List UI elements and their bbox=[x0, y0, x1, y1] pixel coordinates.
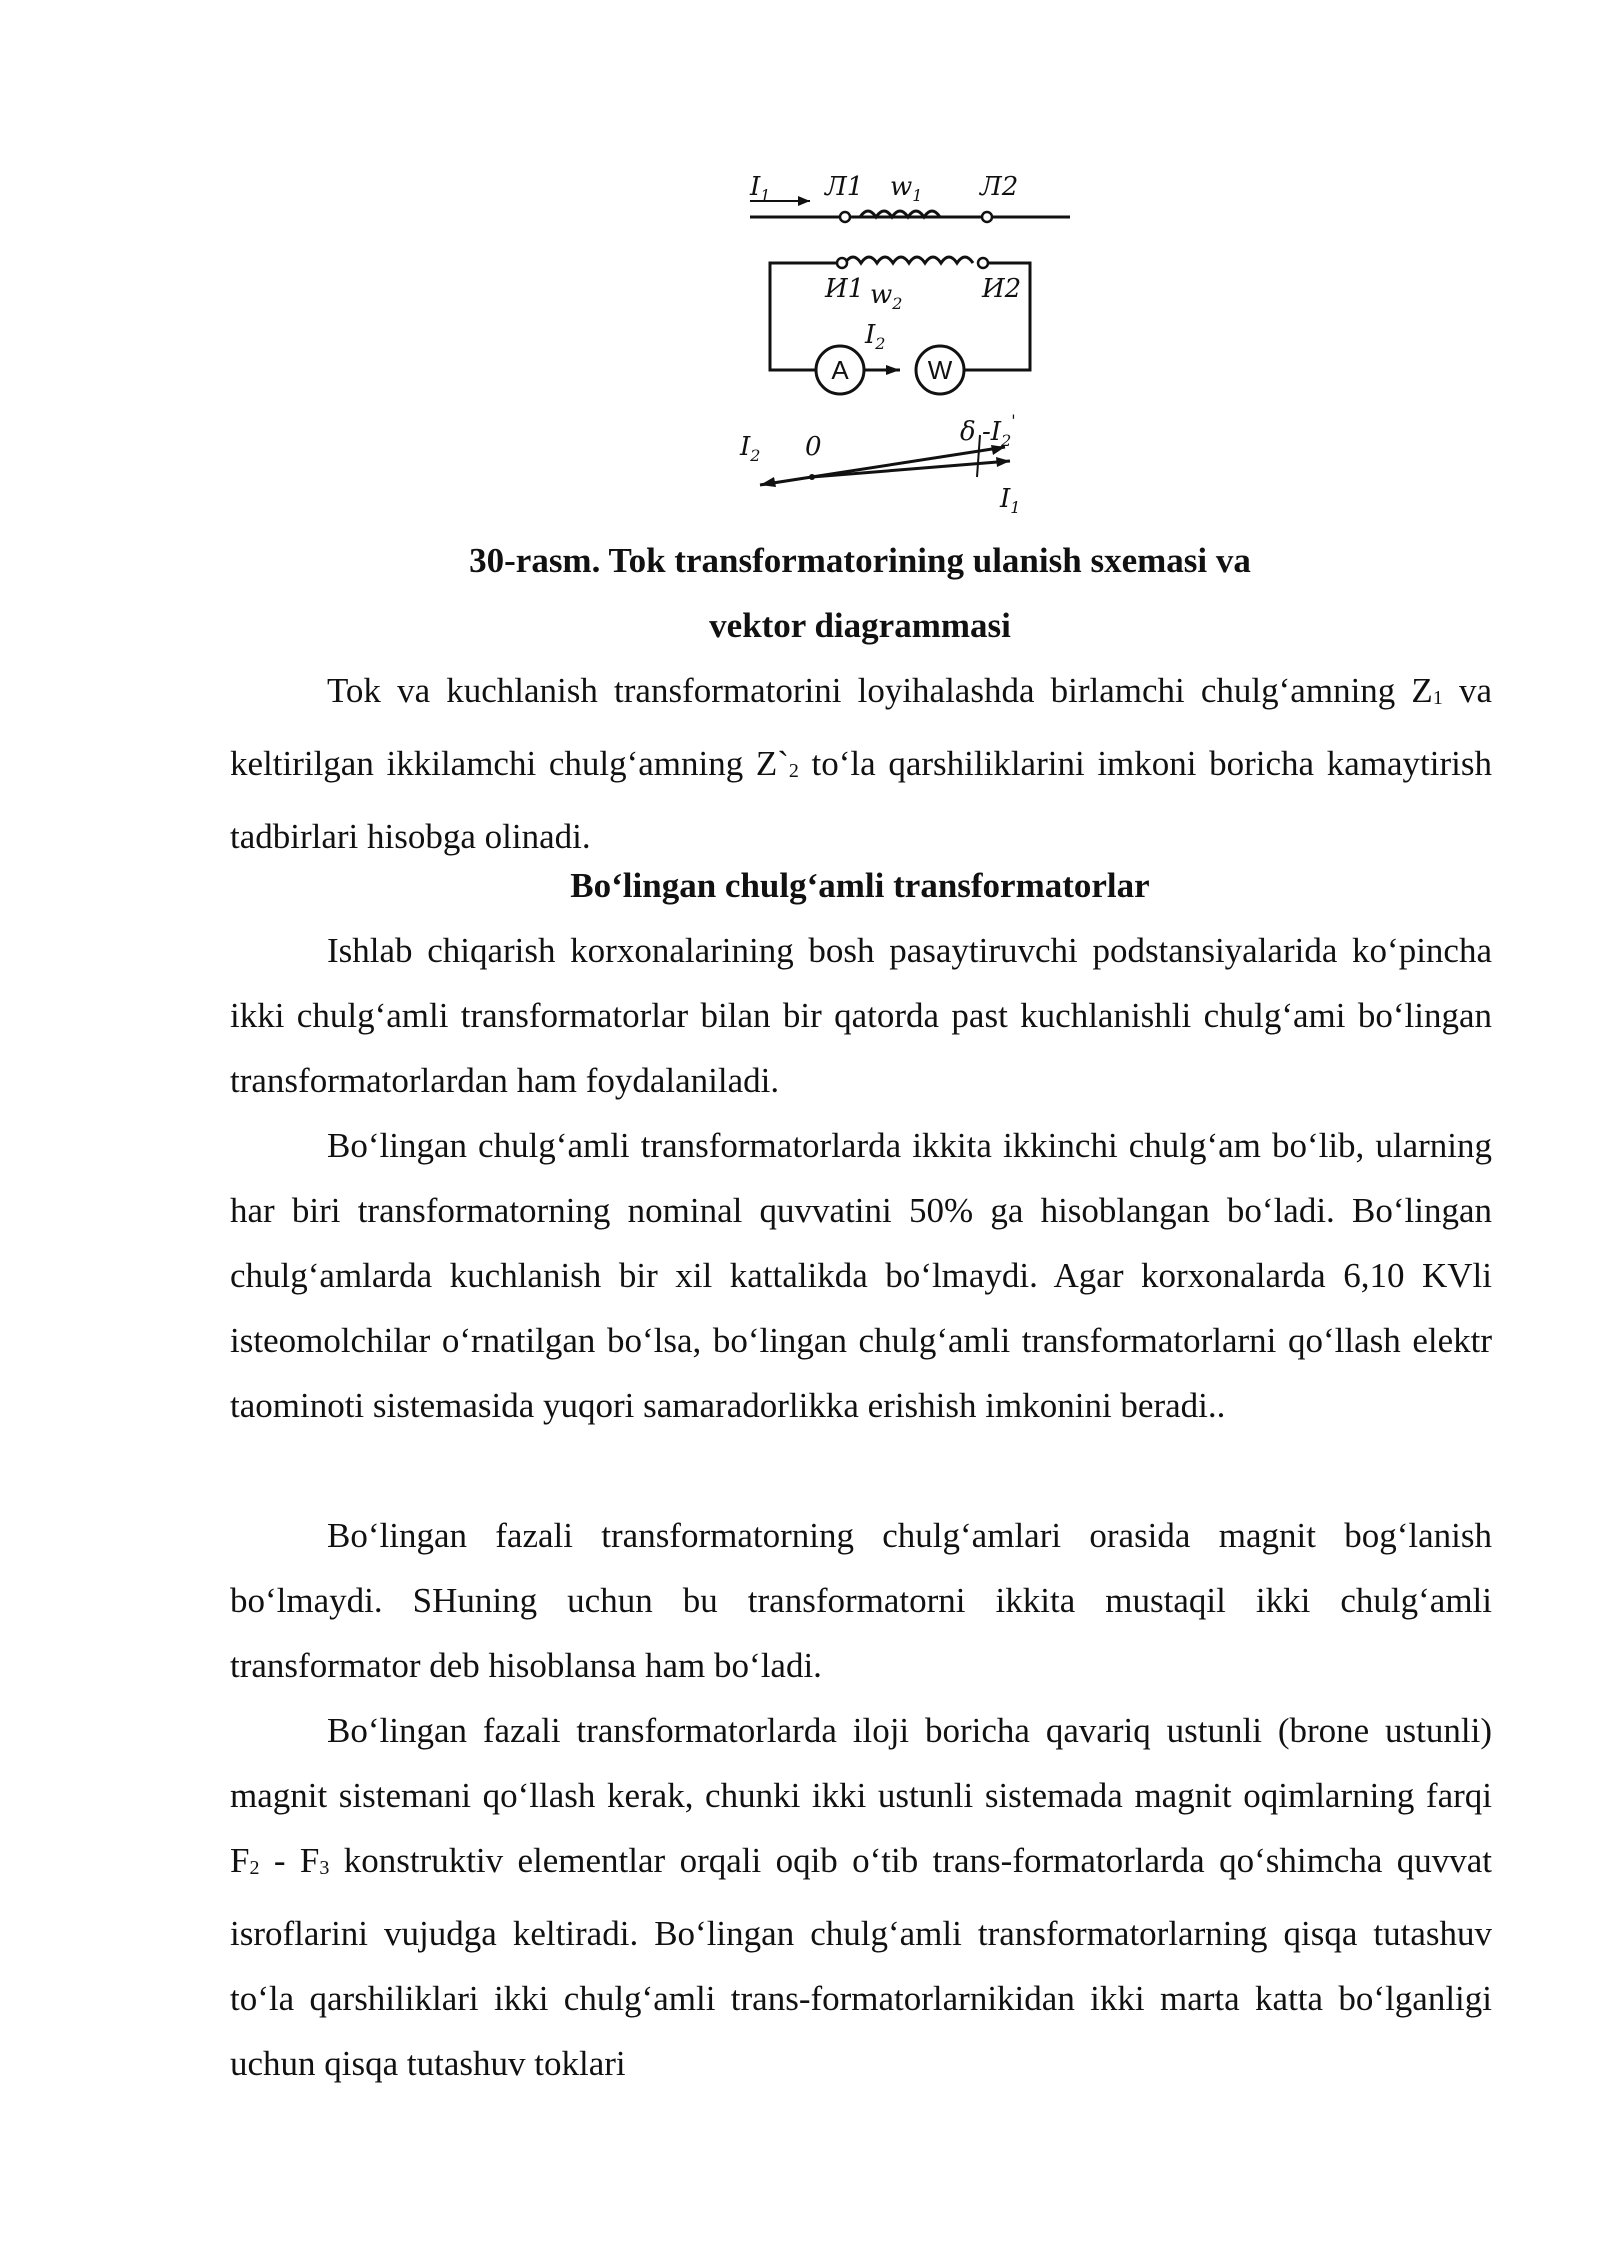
label-w1: $w_1$ bbox=[890, 172, 923, 205]
vec-label-origin: 0 bbox=[805, 432, 822, 462]
paragraph-5 bbox=[230, 1698, 1492, 2096]
paragraph-5-text-c: konstruktiv elementlar orqali oqib o‘tib trans-formatorlarda qo‘shimcha quvvat isroflarini vujudga keltiradi. Bo‘lingan chulg‘amli transformatorlarning qisqa tutashuv to‘la qarshiliklari ikki chulg‘amli trans-formatorlarnikidan ikki marta katta bo‘lganligi uchun qisqa tutashuv toklari bbox=[230, 1841, 1492, 2083]
secondary-coil bbox=[845, 257, 973, 263]
label-i1: $I_1$ bbox=[750, 172, 771, 205]
paragraph-1-text-c: to‘la qarshiliklarini imkoni boricha kamaytirish tadbirlari hisobga olinadi. bbox=[230, 744, 1492, 856]
vector-origin bbox=[809, 474, 815, 480]
vec-label-i2: $I_2$ bbox=[740, 432, 761, 465]
vec-label-i1: $I_1$ bbox=[1000, 484, 1021, 517]
vec-label-minus-i2: $-I_2'$ bbox=[982, 411, 1016, 450]
paragraph-1-text-b: va keltirilgan ikkilamchi chulg‘amning Z` bbox=[230, 671, 1492, 783]
paragraph-5-text-b: - F bbox=[259, 1841, 320, 1880]
paragraph-1-sub-2: 2 bbox=[788, 760, 799, 782]
paragraph-5-text-a: Bo‘lingan fazali transformatorlarda iloji boricha qavariq ustunli (brone ustunli) magnit sistemani qo‘llash kerak, chunki ikki ustunli sistemada magnit oqimlarning farqi F bbox=[230, 1711, 1492, 1880]
paragraph-2: Ishlab chiqarish korxonalarining bosh pasaytiruvchi podstansiyalarida ko‘pincha ikki chulg‘amli transformatorlar bilan bir qatorda past kuchlanishli chulg‘ami bo‘lingan transformatorlardan ham foydalaniladi. bbox=[230, 931, 1492, 1100]
paragraph-3: Bo‘lingan chulg‘amli transformatorlarda ikkita ikkinchi chulg‘am bo‘lib, ularning har biri transformatorning nominal quvvatini 50% ga hisoblangan bo‘ladi. Bo‘lingan chulg‘amlarda kuchlanish bir xil kattalikda bo‘lmaydi. Agar korxonalarda 6,10 KVli isteomolchilar o‘rnatilgan bo‘lsa, bo‘lingan chulg‘amli transformatorlarni qo‘llash elektr taominoti sistemasida yuqori samaradorlikka erishish imkonini beradi.. bbox=[230, 1126, 1492, 1425]
figure-caption-line1: 30-rasm. Tok transformatorining ulanish sxemasi va bbox=[469, 541, 1251, 580]
delta-arc bbox=[977, 435, 980, 477]
wattmeter-label: W bbox=[927, 355, 953, 385]
paragraph-1-text-a: Tok va kuchlanish transformatorini loyihalashda birlamchi chulg‘amning Z bbox=[327, 671, 1433, 710]
paragraph-5-sub-2: 3 bbox=[319, 1857, 330, 1879]
label-current-i2: $I_2$ bbox=[865, 320, 886, 353]
label-w2: $w_2$ bbox=[870, 280, 903, 313]
figure-caption-line2: vektor diagrammasi bbox=[709, 606, 1011, 645]
transformer-diagram bbox=[730, 165, 1080, 525]
ammeter-label: A bbox=[831, 355, 849, 385]
i1-arrow-head bbox=[798, 196, 810, 206]
paragraph-4: Bo‘lingan fazali transformatorning chulg‘amlari orasida magnit bog‘lanish bo‘lmaydi. SHuning uchun bu transformatorni ikkita mustaqil ikki chulg‘amli transformator deb hisoblansa ham bo‘ladi. bbox=[230, 1516, 1492, 1685]
terminal-i2 bbox=[978, 258, 988, 268]
terminal-l2 bbox=[982, 212, 992, 222]
i2-arrow-head bbox=[886, 365, 900, 375]
terminal-l1 bbox=[840, 212, 850, 222]
label-l1: Л1 bbox=[825, 172, 864, 202]
vec-label-delta: δ bbox=[960, 417, 976, 447]
label-secondary-i1: И1 bbox=[825, 274, 865, 304]
terminal-i1 bbox=[837, 258, 847, 268]
section-heading: Bo‘lingan chulg‘amli transformatorlar bbox=[570, 866, 1150, 905]
paragraph-1 bbox=[230, 658, 1492, 869]
vector-i2-line bbox=[760, 447, 1005, 485]
circuit-figure bbox=[730, 165, 1080, 525]
label-l2: Л2 bbox=[980, 172, 1019, 202]
label-secondary-i2: И2 bbox=[982, 274, 1022, 304]
paragraph-1-sub-1: 1 bbox=[1432, 687, 1443, 709]
paragraph-5-sub-1: 2 bbox=[249, 1857, 260, 1879]
vector-i1-line bbox=[812, 461, 1010, 477]
